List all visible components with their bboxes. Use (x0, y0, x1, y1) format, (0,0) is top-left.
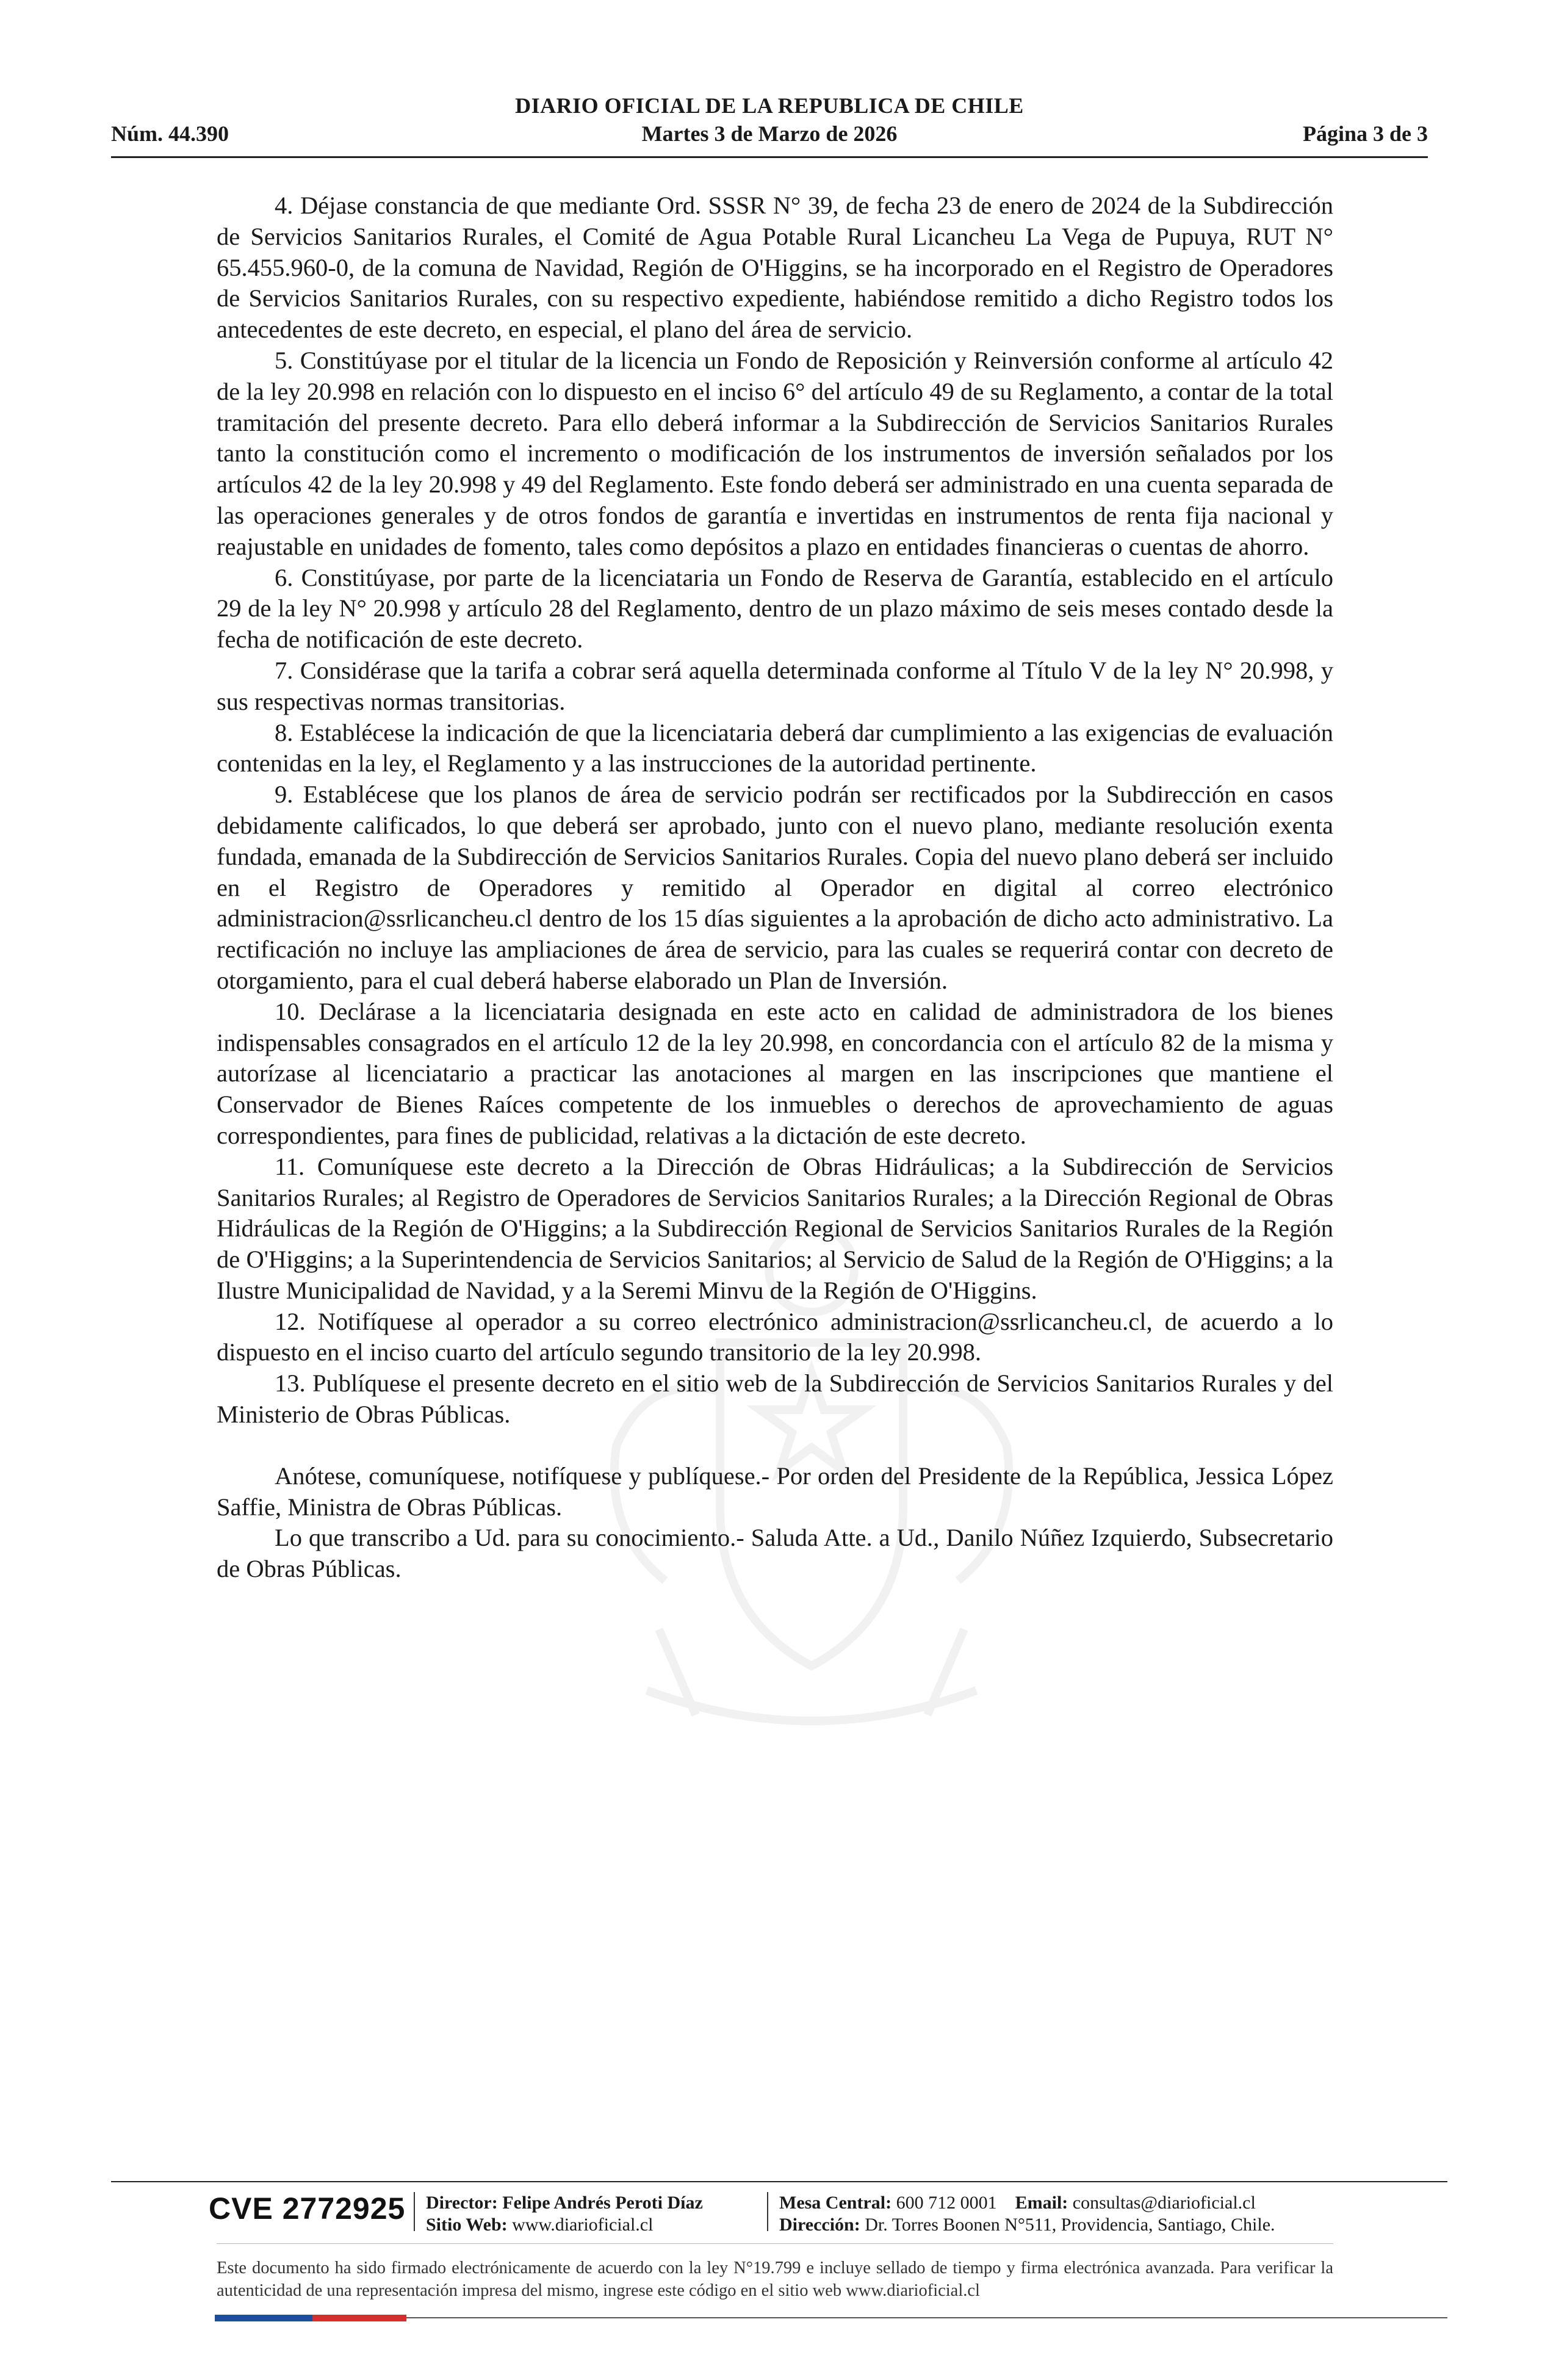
paragraph-12: 12. Notifíquese al operador a su correo electrónico administracion@ssrlicancheu.cl, de acuerdo a lo dispuesto en el inciso cuarto del artículo segundo transitorio de la ley 20.998. (217, 1307, 1333, 1366)
website-line (426, 2214, 703, 2236)
paragraph-11: 11. Comuníquese este decreto a la Dirección de Obras Hidráulicas; a la Subdirección de Servicios Sanitarios Rurales; al Registro de Operadores de Servicios Sanitarios Rurales; a la Dirección Regional de Obras Hidráulicas de la Región de O'Higgins; a la Subdirección Regional de Servicios Sanitarios Rurales de la Región de O'Higgins; a la Superintendencia de Servicios Sanitarios; al Servicio de Salud de la Región de O'Higgins; a la Ilustre Municipalidad de Navidad, y a la Seremi Minvu de la Región de O'Higgins. (217, 1152, 1333, 1304)
website-label: Sitio Web: (426, 2215, 508, 2235)
flag-stripe (215, 2315, 406, 2321)
director-label: Director: (426, 2193, 498, 2213)
director-line (426, 2192, 703, 2214)
footer-director-block (426, 2192, 703, 2236)
address-label: Dirección: (779, 2215, 860, 2235)
paragraph-7: 7. Considérase que la tarifa a cobrar será aquella determinada conforme al Título V de la ley N° 20.998, y sus respectivas normas transitorias. (217, 656, 1333, 715)
page-header (111, 93, 1428, 160)
legal-notice: Este documento ha sido firmado electrónicamente de acuerdo con la ley N°19.799 e incluye sellado de tiempo y firma electrónica avanzada. Para verificar la autenticidad de una representación impresa del mismo, ingrese este código en el sitio web www.diarioficial.cl (217, 2259, 1333, 2300)
issue-date: Martes 3 de Marzo de 2026 (641, 121, 898, 146)
footer-separator (767, 2192, 768, 2231)
footer-inner-divider (217, 2243, 1333, 2244)
paragraph-5: 5. Constitúyase por el titular de la licencia un Fondo de Reposición y Reinversión conforme al artículo 42 de la ley 20.998 en relación con lo dispuesto en el inciso 6° del artículo 49 de su Reglamento, a contar de la total tramitación del presente decreto. Para ello deberá informar a la Subdirección de Servicios Sanitarios Rurales tanto la constitución como el incremento o modificación de los instrumentos de inversión señalados por los artículos 42 de la ley 20.998 y 49 del Reglamento. Este fondo deberá ser administrado en una cuenta separada de las operaciones generales y de otros fondos de garantía e invertidas en instrumentos de renta fija nacional y reajustable en unidades de fomento, tales como depósitos a plazo en entidades financieras o cuentas de ahorro. (217, 346, 1333, 560)
paragraph-6: 6. Constitúyase, por parte de la licenciataria un Fondo de Reserva de Garantía, establecido en el artículo 29 de la ley N° 20.998 y artículo 28 del Reglamento, dentro de un plazo máximo de seis meses contado desde la fecha de notificación de este decreto. (217, 563, 1333, 654)
flag-red-segment (312, 2315, 406, 2321)
closing-formula: Anótese, comuníquese, notifíquese y publíquese.- Por orden del Presidente de la República, Jessica López Saffie, Ministra de Obras Públicas. (217, 1462, 1333, 1521)
website-link[interactable]: www.diarioficial.cl (512, 2215, 654, 2235)
paragraph-8: 8. Establécese la indicación de que la licenciataria deberá dar cumplimiento a las exigencias de evaluación contenidas en la ley, el Reglamento y a las instrucciones de la autoridad pertinente. (217, 718, 1333, 777)
decree-body (217, 190, 1333, 1585)
cve-code: CVE 2772925 (209, 2191, 406, 2226)
director-name: Felipe Andrés Peroti Díaz (502, 2193, 703, 2213)
page-number: Página 3 de 3 (1302, 121, 1428, 146)
header-divider (111, 156, 1428, 158)
address-line (779, 2214, 1275, 2236)
footer-bottom-rule (406, 2317, 1447, 2318)
email-link[interactable]: consultas@diarioficial.cl (1072, 2193, 1256, 2213)
address-text: Dr. Torres Boonen N°511, Providencia, Santiago, Chile. (865, 2215, 1275, 2235)
closing-transcription: Lo que transcribo a Ud. para su conocimiento.- Saluda Atte. a Ud., Danilo Núñez Izquierdo, Subsecretario de Obras Públicas. (217, 1524, 1333, 1583)
publication-title: DIARIO OFICIAL DE LA REPUBLICA DE CHILE (515, 93, 1024, 118)
footer-divider (111, 2181, 1447, 2182)
footer-separator (414, 2192, 415, 2231)
paragraph-10: 10. Declárase a la licenciataria designada en este acto en calidad de administradora de los bienes indispensables consagrados en el artículo 12 de la ley 20.998, en concordancia con el artículo 82 de la misma y autorízase al licenciatario a practicar las anotaciones al margen en las inscripciones que mantiene el Conservador de Bienes Raíces competente de los inmuebles o derechos de aprovechamiento de aguas correspondientes, para fines de publicidad, relativas a la dictación de este decreto. (217, 997, 1333, 1149)
issue-number: Núm. 44.390 (111, 121, 229, 146)
mesa-phone: 600 712 0001 (896, 2193, 997, 2213)
email-label: Email: (1015, 2193, 1068, 2213)
contact-line (779, 2192, 1275, 2214)
paragraph-4: 4. Déjase constancia de que mediante Ord. SSSR N° 39, de fecha 23 de enero de 2024 de la Subdirección de Servicios Sanitarios Rurales, el Comité de Agua Potable Rural Licancheu La Vega de Pupuya, RUT N° 65.455.960-0, de la comuna de Navidad, Región de O'Higgins, se ha incorporado en el Registro de Operadores de Servicios Sanitarios Rurales, con su respectivo expediente, habiéndose remitido a dicho Registro todos los antecedentes de este decreto, en especial, el plano del área de servicio. (217, 192, 1333, 344)
mesa-label: Mesa Central: (779, 2193, 892, 2213)
flag-blue-segment (215, 2315, 312, 2321)
footer-contact-block (779, 2192, 1275, 2236)
paragraph-13: 13. Publíquese el presente decreto en el sitio web de la Subdirección de Servicios Sanitarios Rurales y del Ministerio de Obras Públicas. (217, 1369, 1333, 1429)
paragraph-9: 9. Establécese que los planos de área de servicio podrán ser rectificados por la Subdirección en casos debidamente calificados, lo que deberá ser aprobado, junto con el nuevo plano, mediante resolución exenta fundada, emanada de la Subdirección de Servicios Sanitarios Rurales. Copia del nuevo plano deberá ser incluido en el Registro de Operadores y remitido al Operador en digital al correo electrónico administracion@ssrlicancheu.cl dentro de los 15 días siguientes a la aprobación de dicho acto administrativo. La rectificación no incluye las ampliaciones de área de servicio, para las cuales se requerirá contar con decreto de otorgamiento, para el cual deberá haberse elaborado un Plan de Inversión. (217, 781, 1333, 994)
